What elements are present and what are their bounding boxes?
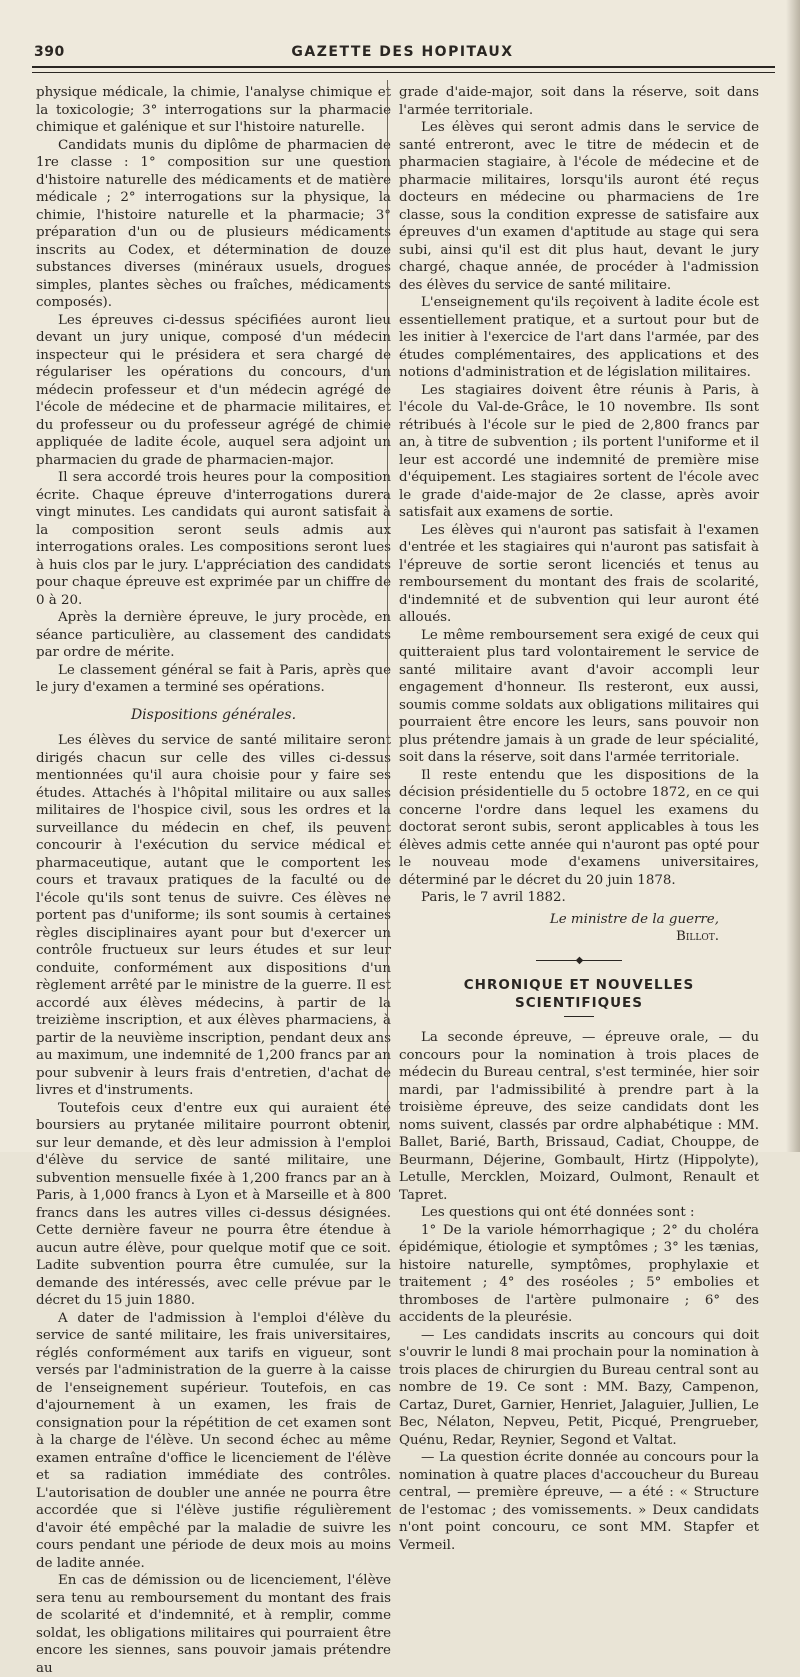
paragraph: Candidats munis du diplôme de pharmacien de 1re classe : 1° composition sur une question d'histoire naturelle des médicaments et de matière médicale ; 2° interrogations sur la physique, la chimie, l'histoire naturelle et la pharmacie; 3° préparation d'un ou de plusieurs médicaments inscrits au Codex, et détermination de douze substances diverses (minéraux usuels, drogues simples, plantes sèches ou fraîches, médicaments composés). <box>36 137 391 310</box>
paragraph: Le classement général se fait à Paris, après que le jury d'examen a terminé ses opérations. <box>36 662 391 695</box>
signature-title: Le ministre de la guerre, <box>549 911 719 927</box>
paragraph: La seconde épreuve, — épreuve orale, — du concours pour la nomination à trois places de médecin du Bureau central, s'est terminée, hier soir mardi, par l'admissibilité à prendre part à la troisième épreuve, des seize candidats dont les noms suivent, classés par ordre alphabétique : MM. Ballet, Barié, Barth, Brissaud, Cadiat, Chouppe, de Beurmann, Déjerine, Gombault, Hirtz (Hippolyte), Letulle, Mercklen, Moizard, Oulmont, Renault et Tapret. <box>399 1030 759 1203</box>
running-title: GAZETTE DES HOPITAUX <box>291 44 514 60</box>
header-rule <box>32 66 775 68</box>
page-header <box>30 42 775 62</box>
paragraph: — La question écrite donnée au concours pour la nomination à quatre places d'accoucheur du Bureau central, — première épreuve, — a été : « Structure de l'estomac ; des vomissements. » Deux candidats n'ont point concouru, ce sont MM. Stapfer et Vermeil. <box>399 1450 759 1553</box>
paragraph: — Les candidats inscrits au concours qui doit s'ouvrir le lundi 8 mai prochain pour la nomination à trois places de chirurgien du Bureau central sont au nombre de 19. Ce sont : MM. Bazy, Campenon, Cartaz, Duret, Garnier, Henriet, Jalaguier, Jullien, Le Bec, Nélaton, Nepveu, Petit, Picqué, Prengrueber, Quénu, Redar, Reynier, Segond et Valtat. <box>399 1327 759 1448</box>
page-edge-shadow <box>786 0 800 1152</box>
paragraph: A dater de l'admission à l'emploi d'élève du service de santé militaire, les frais universitaires, réglés conformément aux tarifs en vigueur, sont versés par l'administration de la guerre à la caisse de l'enseignement supérieur. Toutefois, en cas d'ajournement à un examen, les frais de consignation pour la répétition de cet examen sont à la charge de l'élève. Un second échec au même examen entraîne d'office le licenciement de l'élève et sa radiation immédiate des contrôles. L'autorisation de doubler une année ne pourra être accordée que si l'élève justifie régulièrement d'avoir été empêché par la maladie de suivre les cours pendant une période de deux mois au moins de ladite année. <box>36 1310 391 1571</box>
paragraph: Toutefois ceux d'entre eux qui auraient été boursiers au prytanée militaire pourront obtenir, sur leur demande, et dès leur admission à l'emploi d'élève du service de santé militaire, une subvention mensuelle fixée à 1,200 francs par an à Paris, à 1,000 francs à Lyon et à Marseille et à 800 francs dans les autres villes ci-dessus désignées. Cette dernière faveur ne pourra être étendue à aucun autre élève, pour quelque motif que ce soit. Ladite subvention pourra être cumulée, sur la demande des intéressés, avec celle prévue par le décret du 15 juin 1880. <box>36 1100 391 1308</box>
paragraph: Les questions qui ont été données sont : <box>421 1205 695 1220</box>
section-subheading: Dispositions générales. <box>130 706 297 723</box>
paragraph: physique médicale, la chimie, l'analyse chimique et la toxicologie; 3° interrogations sur la pharmacie chimique et galénique et sur l'histoire naturelle. <box>36 85 391 135</box>
column-divider <box>387 80 388 1130</box>
paragraph: Les élèves du service de santé militaire seront dirigés chacun sur celle des villes ci-dessus mentionnées qu'il aura choisie pour y faire ses études. Attachés à l'hôpital militaire ou aux salles militaires de l'hospice civil, sous les ordres et la surveillance du médecin en chef, ils peuvent concourir à l'exécution du service médical et pharmaceutique, autant que le comportent les cours et travaux pratiques de la faculté ou de l'école qu'ils sont tenus de suivre. Ces élèves ne portent pas d'uniforme; ils sont soumis à certaines règles disciplinaires ayant pour but d'exercer un contrôle fructueux sur leurs études et sur leur conduite, conformément aux dispositions d'un règlement arrêté par le ministre de la guerre. Il est accordé aux élèves médecins, à partir de la treizième inscription, et aux élèves pharmaciens, à partir de la neuvième inscription, pendant deux ans au maximum, une indemnité de 1,200 francs par an pour subvenir à leurs frais d'entretien, d'achat de livres et d'instruments. <box>36 733 391 1098</box>
paragraph: L'enseignement qu'ils reçoivent à ladite école est essentiellement pratique, et a surtout pour but de les initier à l'exercice de l'art dans l'armée, par des études complémentaires, des applications et des notions d'administration et de législation militaires. <box>399 295 759 380</box>
paragraph: Il sera accordé trois heures pour la composition écrite. Chaque épreuve d'interrogations durera vingt minutes. Les candidats qui auront satisfait à la composition seront seuls admis aux interrogations orales. Les compositions seront lues à huis clos par le jury. L'appréciation des candidats pour chaque épreuve est exprimée par un chiffre de 0 à 20. <box>36 470 391 608</box>
section-title: CHRONIQUE ET NOUVELLES SCIENTIFIQUES <box>463 977 695 1011</box>
ornament-divider: ◆ <box>399 952 759 970</box>
dateline: Paris, le 7 avril 1882. <box>421 890 566 905</box>
paragraph: 1° De la variole hémorrhagique ; 2° du choléra épidémique, étiologie et symptômes ; 3° les tænias, histoire naturelle, symptômes, prophylaxie et traitement ; 4° des roséoles ; 5° embolies et thromboses de l'artère pulmonaire ; 6° des accidents de la pleurésie. <box>399 1222 759 1325</box>
left-column <box>36 84 391 1677</box>
paragraph: Le même remboursement sera exigé de ceux qui quitteraient plus tard volontairement le service de santé militaire avant d'avoir accompli leur engagement d'honneur. Ils resteront, eux aussi, soumis comme soldats aux obligations militaires qui pourraient être encore les leurs, sans pouvoir non plus prétendre jamais à un grade de leur spécialité, soit dans la réserve, soit dans l'armée territoriale. <box>399 627 759 765</box>
paragraph: Les épreuves ci-dessus spécifiées auront lieu devant un jury unique, composé d'un médecin inspecteur qui le présidera et sera chargé de régulariser les opérations du concours, d'un médecin professeur et d'un médecin agrégé de l'école de médecine et de pharmacie militaires, et du professeur ou du professeur agrégé de chimie appliquée de ladite école, auquel sera adjoint un pharmacien du grade de pharmacien-major. <box>36 312 391 468</box>
paragraph: Après la dernière épreuve, le jury procède, en séance particulière, au classement des candidats par ordre de mérite. <box>36 610 391 660</box>
paragraph: Il reste entendu que les dispositions de la décision présidentielle du 5 octobre 1872, en ce qui concerne l'ordre dans lequel les examens du doctorat seront subis, seront applicables à tous les élèves admis cette année qui n'auront pas opté pour le nouveau mode d'examens universitaires, déterminé par le décret du 20 juin 1878. <box>399 767 759 888</box>
paragraph: Les stagiaires doivent être réunis à Paris, à l'école du Val-de-Grâce, le 10 novembre. Ils sont rétribués à l'école sur le pied de 2,800 francs par an, à titre de subvention ; ils portent l'uniforme et il leur est accordé une indemnité de première mise d'équipement. Les stagiaires sortent de l'école avec le grade d'aide-major de 2e classe, après avoir satisfait aux examens de sortie. <box>399 382 759 520</box>
paragraph: En cas de démission ou de licenciement, l'élève sera tenu au remboursement du montant des frais de scolarité et d'indemnité, et à remplir, comme soldat, les obligations militaires qui pourraient être encore les siennes, sans pouvoir jamais prétendre au <box>36 1573 391 1676</box>
title-underline <box>564 1016 594 1017</box>
paragraph: Les élèves qui seront admis dans le service de santé entreront, avec le titre de médecin et de pharmacien stagiaire, à l'école de médecine et de pharmacie militaires, lorsqu'ils auront été reçus docteurs en médecine ou pharmaciens de 1re classe, sous la condition expresse de satisfaire aux épreuves d'un examen d'aptitude au stage qui sera subi, ainsi qu'il est dit plus haut, devant le jury chargé, chaque année, de procéder à l'admission des élèves du service de santé militaire. <box>399 120 759 293</box>
header-rule-thin <box>32 72 775 73</box>
right-column <box>399 84 759 1554</box>
page-number: 390 <box>34 44 65 60</box>
paragraph: grade d'aide-major, soit dans la réserve, soit dans l'armée territoriale. <box>399 85 759 118</box>
paragraph: Les élèves qui n'auront pas satisfait à l'examen d'entrée et les stagiaires qui n'auront pas satisfait à l'épreuve de sortie seront licenciés et tenus au remboursement du montant des frais de scolarité, d'indemnité et de subvention qui leur auront été alloués. <box>399 522 759 625</box>
signature-name: Billot. <box>676 929 719 944</box>
